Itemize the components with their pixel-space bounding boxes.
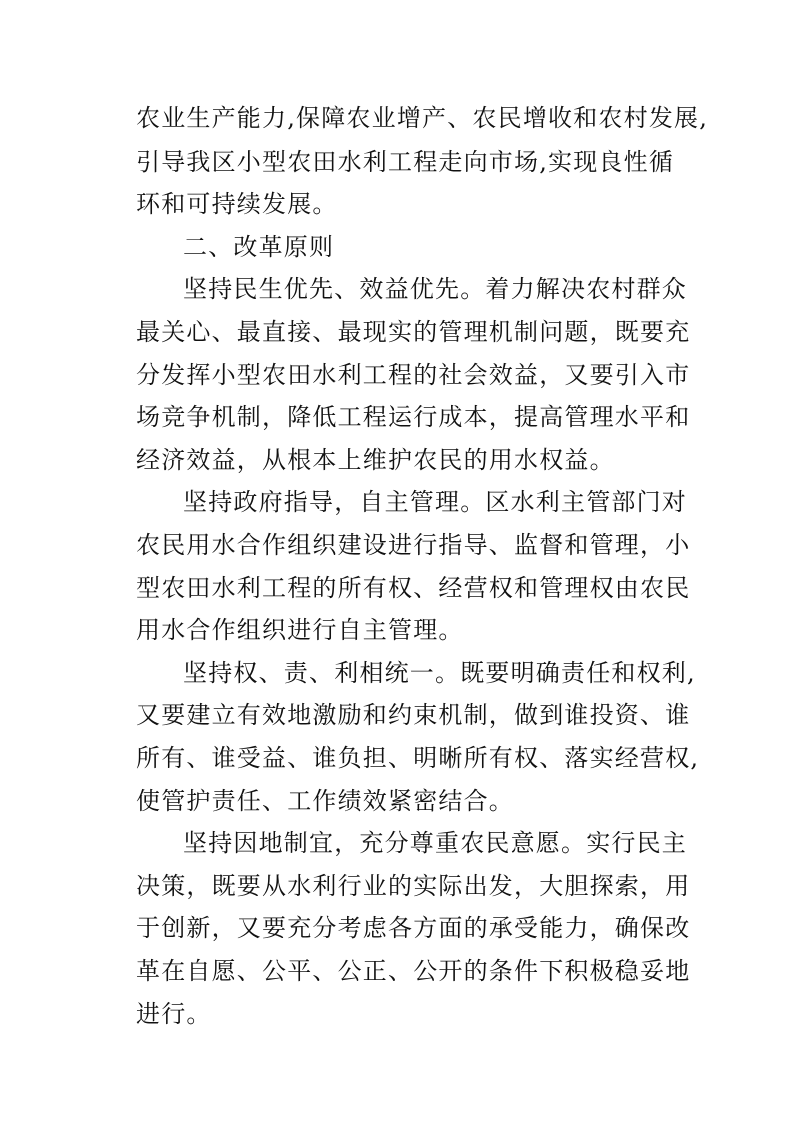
- text-line: 坚持政府指导，自主管理。区水利主管部门对: [183, 488, 687, 516]
- text-line: 环和可持续发展。: [136, 190, 338, 218]
- text-line: 场竞争机制，降低工程运行成本，提高管理水平和: [136, 403, 691, 431]
- text-line: 农民用水合作组织建设进行指导、监督和管理，小: [136, 531, 691, 559]
- text-line: 农业生产能力,保障农业增产、农民增收和农村发展,: [136, 104, 709, 132]
- section-heading: 二、改革原则: [183, 233, 335, 261]
- text-line: 最关心、最直接、最现实的管理机制问题，既要充: [136, 318, 691, 346]
- text-line: 分发挥小型农田水利工程的社会效益，又要引入市: [136, 361, 691, 389]
- text-line: 坚持民生优先、效益优先。着力解决农村群众: [183, 275, 687, 303]
- text-line: 用水合作组织进行自主管理。: [136, 616, 464, 644]
- text-line: 坚持权、责、利相统一。既要明确责任和权利,: [183, 659, 696, 687]
- text-line: 进行。: [136, 1000, 212, 1028]
- text-line: 型农田水利工程的所有权、经营权和管理权由农民: [136, 574, 691, 602]
- text-line: 使管护责任、工作绩效紧密结合。: [136, 787, 514, 815]
- text-line: 又要建立有效地激励和约束机制，做到谁投资、谁: [136, 701, 691, 729]
- text-line: 所有、谁受益、谁负担、明晰所有权、落实经营权,: [136, 744, 700, 772]
- text-line: 决策，既要从水利行业的实际出发，大胆探索，用: [136, 872, 691, 900]
- text-line: 坚持因地制宜，充分尊重农民意愿。实行民主: [183, 829, 687, 857]
- text-line: 于创新，又要充分考虑各方面的承受能力，确保改: [136, 914, 691, 942]
- text-line: 引导我区小型农田水利工程走向市场,实现良性循: [136, 148, 675, 176]
- text-line: 革在自愿、公平、公正、公开的条件下积极稳妥地: [136, 957, 691, 985]
- text-line: 经济效益，从根本上维护农民的用水权益。: [136, 446, 615, 474]
